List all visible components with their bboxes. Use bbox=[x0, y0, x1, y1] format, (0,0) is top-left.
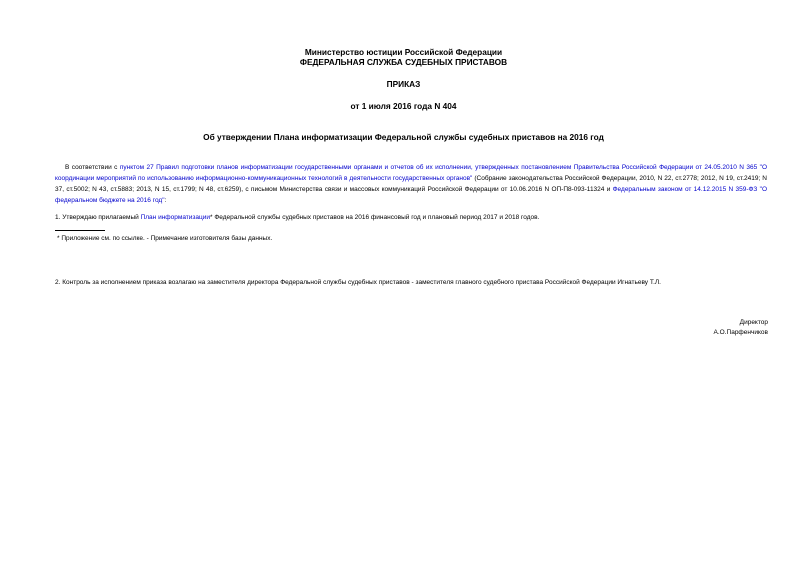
document-type: ПРИКАЗ bbox=[386, 79, 421, 89]
document-title: Об утверждении Плана информатизации Федеральной службы судебных приставов на 2016 год bbox=[203, 132, 604, 142]
preamble-paragraph bbox=[55, 162, 767, 206]
government-decree-link[interactable]: пунктом 27 Правил подготовки планов информатизации государственными органами и отчетов об их исполнении, утвержденных постановлением Правительства Российской Федерации от 24.05.2010 N 365 "О координации мероприятий по использованию информационно-коммуникационных технологий в деятельности государственных органов" bbox=[55, 164, 768, 182]
signatory-position: Директор bbox=[739, 319, 768, 326]
order-item-1 bbox=[55, 212, 767, 223]
preamble-text-2: (Собрание законодательства Российской Федерации, 2010, N 22, ст.2778; 2012, N 19, ст.2419; N 37, ст.5002; N 43, ст.5883; 2013, N 15, ст.1799; N 48, ст.6259), с письмом Министерства связи и массовых коммуникаций Российской Федерации от 10.06.2016 N ОП-П8-093-11324 и bbox=[55, 175, 767, 193]
item1-text-1: 1. Утверждаю прилагаемый bbox=[55, 214, 141, 221]
ministry-name: Министерство юстиции Российской Федерации bbox=[304, 47, 503, 57]
informatization-plan-link[interactable]: План информатизации bbox=[140, 214, 210, 221]
service-name: ФЕДЕРАЛЬНАЯ СЛУЖБА СУДЕБНЫХ ПРИСТАВОВ bbox=[299, 57, 508, 67]
footnote-divider bbox=[55, 230, 105, 231]
signatory-name: А.О.Парфенчиков bbox=[713, 329, 768, 336]
order-item-2: 2. Контроль за исполнением приказа возлагаю на заместителя директора Федеральной службы судебных приставов - заместителя главного судебного пристава Российской Федерации Игнатьеву Т.Л. bbox=[55, 279, 661, 286]
federal-law-link[interactable]: Федеральным законом от 14.12.2015 N 359-ФЗ "О федеральном бюджете на 2016 год" bbox=[55, 186, 767, 204]
footnote-text: * Приложение см. по ссылке. - Примечание изготовителя базы данных. bbox=[57, 235, 273, 242]
preamble-text-1: В соответствии с bbox=[65, 164, 120, 171]
document-date-number: от 1 июля 2016 года N 404 bbox=[350, 101, 457, 111]
item1-text-2: * Федеральной службы судебных приставов на 2016 финансовый год и плановый период 2017 и 2018 годов. bbox=[210, 214, 540, 221]
preamble-text-3: : bbox=[164, 197, 167, 204]
